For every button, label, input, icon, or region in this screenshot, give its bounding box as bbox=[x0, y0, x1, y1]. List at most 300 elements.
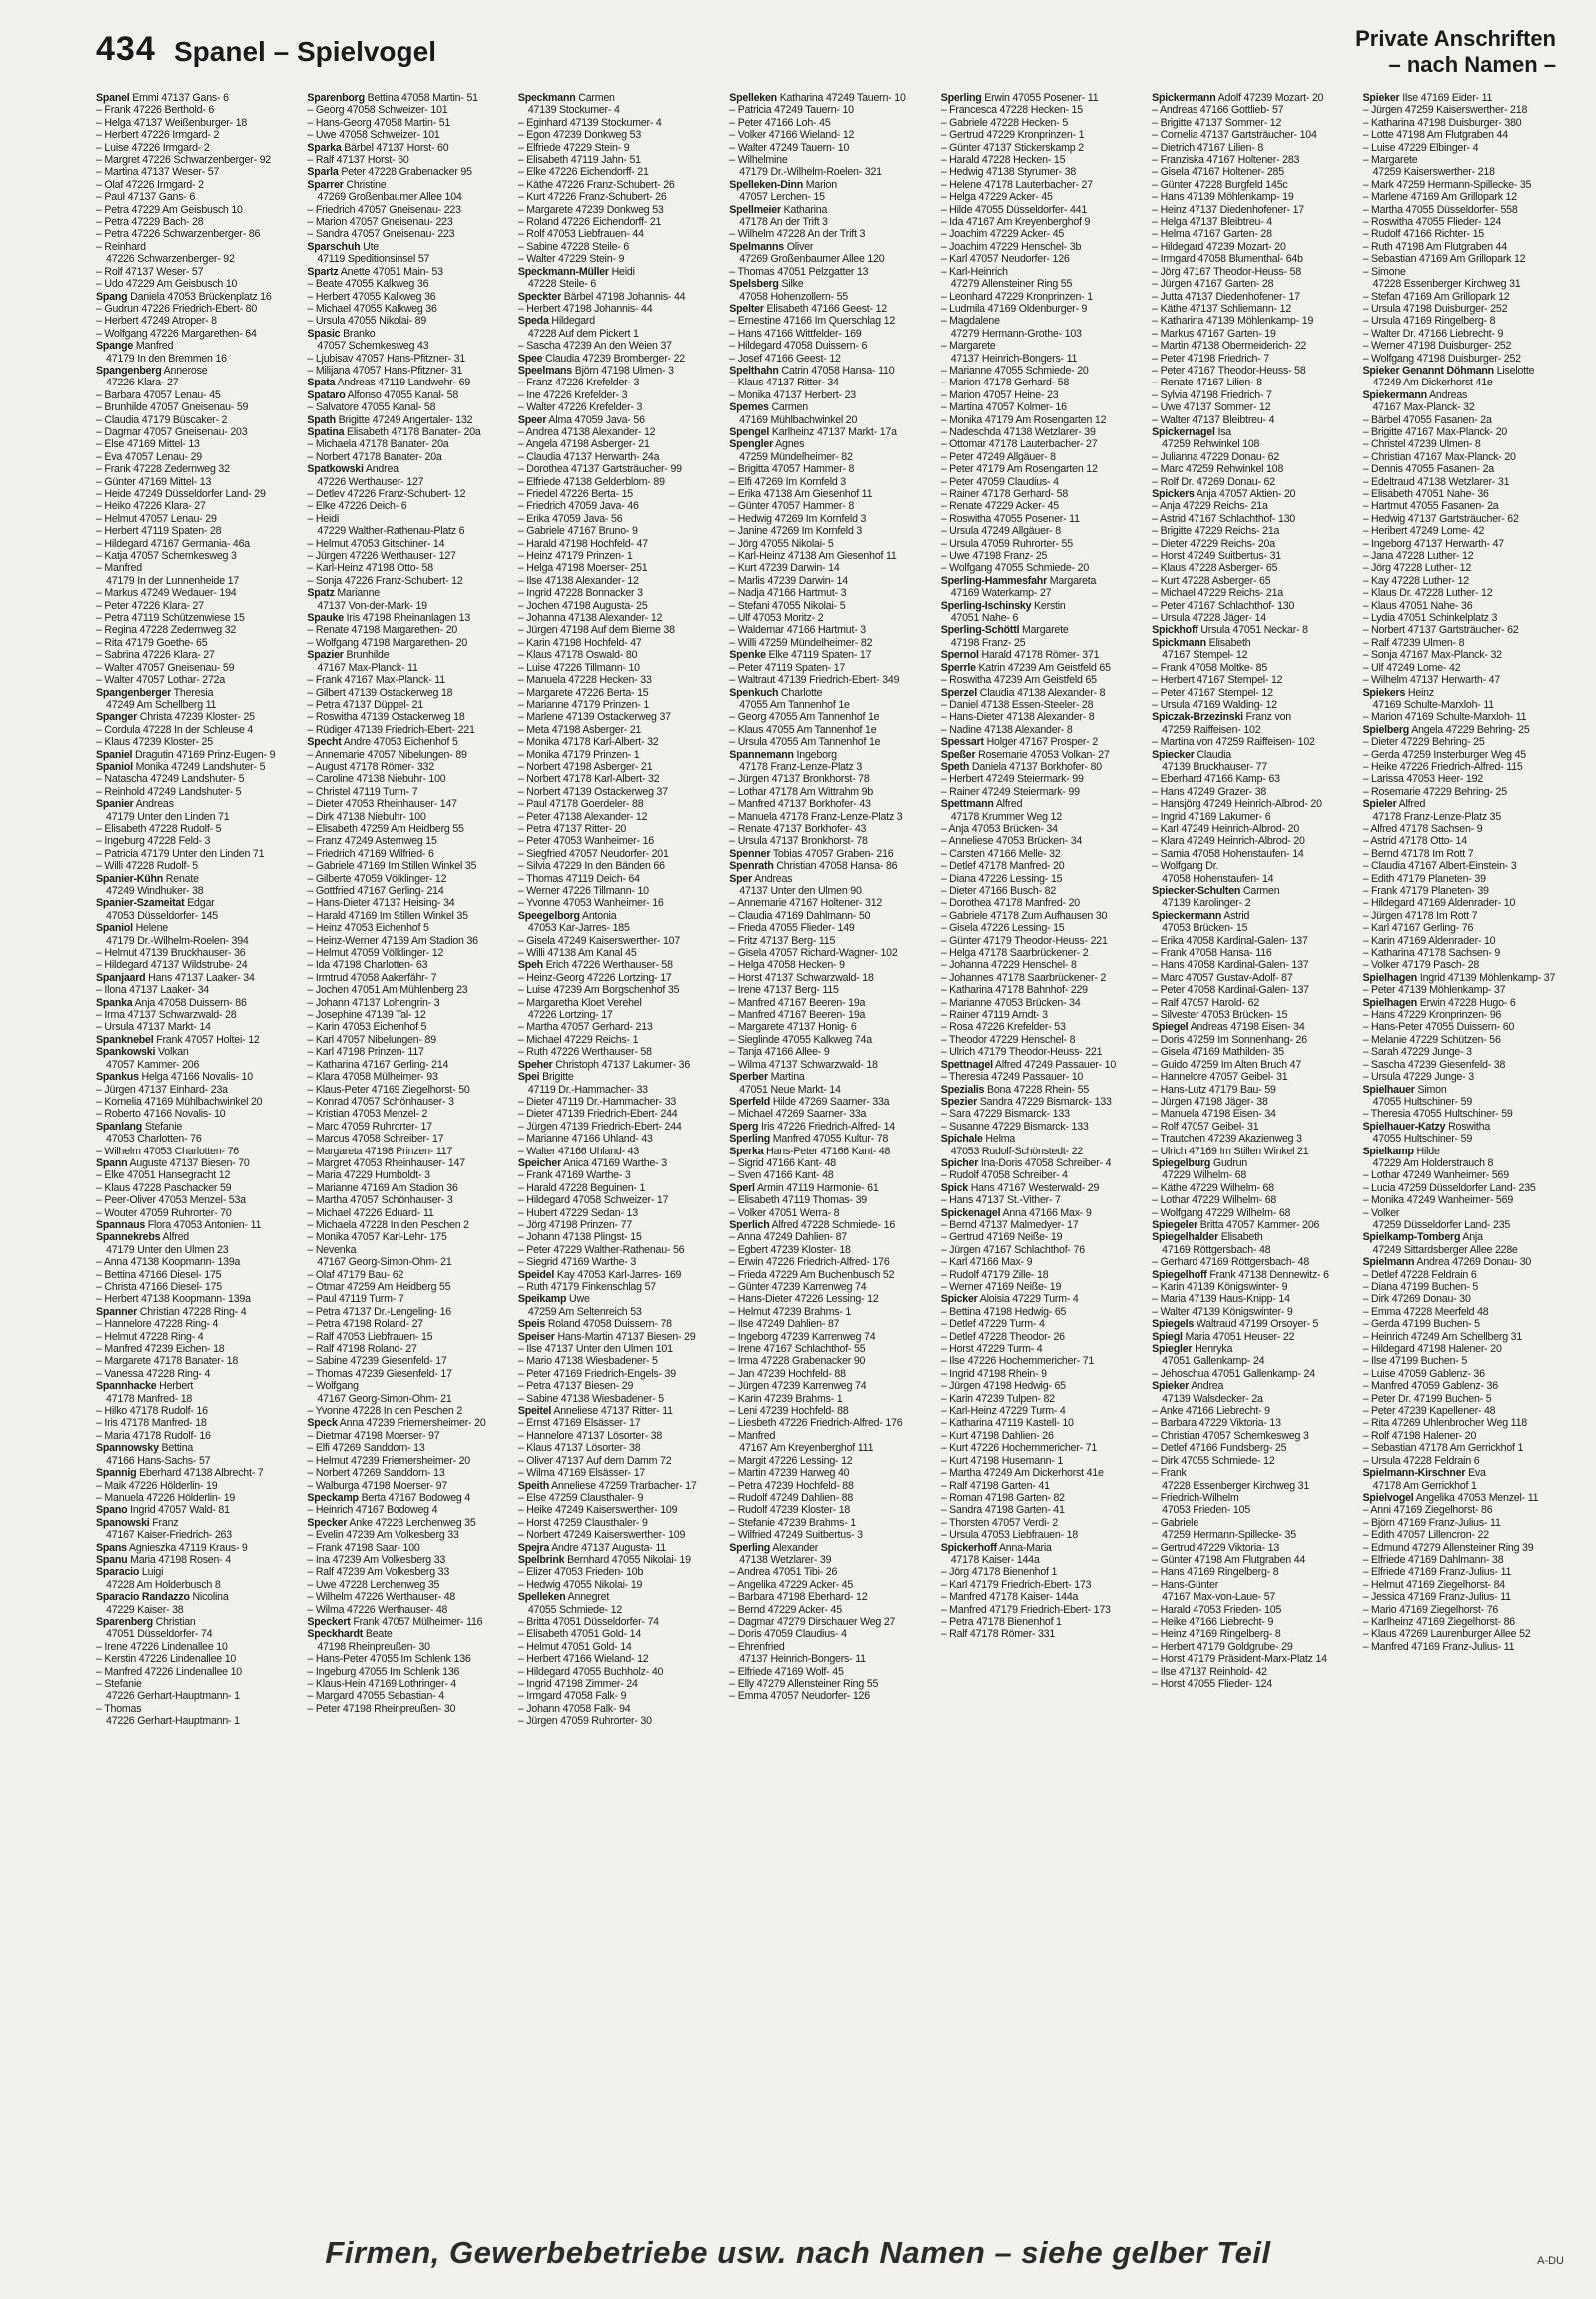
entry-text: – Jörg 47178 Bienenhof 1 bbox=[940, 1566, 1058, 1579]
directory-entry bbox=[1363, 179, 1564, 191]
directory-entry bbox=[729, 1207, 930, 1219]
entry-text: 47259 Rehwinkel 108 bbox=[1162, 438, 1260, 451]
entry-surname: Speck bbox=[307, 1417, 338, 1430]
directory-entry bbox=[518, 389, 719, 401]
entry-text: – Maik 47226 Hölderlin- 19 bbox=[96, 1479, 218, 1492]
directory-entry bbox=[729, 166, 930, 178]
directory-entry bbox=[1152, 1021, 1352, 1033]
entry-text: – Katharina 47198 Duisburger- 380 bbox=[1362, 116, 1522, 129]
entry-surname: Spasic bbox=[307, 327, 341, 340]
directory-entry bbox=[307, 1157, 507, 1169]
directory-entry bbox=[307, 1480, 507, 1492]
directory-entry bbox=[518, 438, 719, 450]
directory-entry bbox=[1363, 1096, 1564, 1108]
directory-entry bbox=[518, 1306, 719, 1318]
directory-entry bbox=[1363, 798, 1564, 810]
entry-surname: Spieker bbox=[1152, 1380, 1190, 1393]
directory-entry bbox=[1363, 1269, 1564, 1281]
directory-entry bbox=[729, 266, 930, 278]
entry-text: – Helga 47198 Moerser- 251 bbox=[517, 562, 648, 575]
directory-entry bbox=[1152, 798, 1352, 810]
directory-entry bbox=[729, 811, 930, 823]
entry-surname: Spiegels bbox=[1152, 1318, 1195, 1331]
entry-text: Edgar bbox=[184, 897, 215, 910]
entry-surname: Spanier-Kühn bbox=[96, 872, 164, 885]
entry-text: – Helga 47137 Weißenburger- 18 bbox=[96, 116, 248, 129]
directory-entry bbox=[1363, 1405, 1564, 1417]
entry-text: – Peter 47229 Walther-Rathenau- 56 bbox=[517, 1243, 685, 1256]
entry-text: – Jürgen 47259 Kaiserswerther- 218 bbox=[1362, 104, 1528, 117]
entry-text: – Anke 47166 Liebrecht- 9 bbox=[1152, 1405, 1270, 1418]
entry-surname: Sperl bbox=[729, 1181, 755, 1194]
directory-entry bbox=[941, 1169, 1142, 1181]
entry-text: Heidi bbox=[608, 265, 635, 278]
entry-surname: Spenrath bbox=[729, 860, 774, 873]
directory-entry bbox=[941, 786, 1142, 798]
entry-text: Franz von bbox=[1242, 711, 1291, 724]
entry-text: – Gerda 47259 Insterburger Weg 45 bbox=[1362, 748, 1526, 761]
entry-text: – Klaus-Peter 47169 Ziegelhorst- 50 bbox=[307, 1083, 470, 1096]
directory-entry bbox=[941, 761, 1142, 773]
entry-text: – Lothar 47229 Wilhelm- 68 bbox=[1152, 1194, 1277, 1207]
directory-entry bbox=[1152, 1096, 1352, 1108]
entry-text: – Walter 47229 Stein- 9 bbox=[517, 253, 625, 266]
directory-entry bbox=[1363, 1417, 1564, 1429]
directory-entry bbox=[518, 972, 719, 984]
directory-entry bbox=[729, 216, 930, 228]
directory-entry bbox=[1152, 786, 1352, 798]
directory-entry bbox=[518, 1604, 719, 1616]
entry-text: – Wilfried 47249 Suitbertus- 3 bbox=[729, 1529, 863, 1542]
entry-text: – Jürgen 47167 Garten- 28 bbox=[1152, 278, 1274, 291]
entry-text: 47053 Charlotten- 76 bbox=[106, 1133, 202, 1146]
directory-entry bbox=[1363, 426, 1564, 438]
entry-text: – Gabriele 47169 Im Stillen Winkel 35 bbox=[307, 860, 477, 873]
entry-text: Ina-Doris 47058 Schreiber- 4 bbox=[978, 1156, 1112, 1169]
entry-surname: Spankowski bbox=[96, 1046, 156, 1059]
entry-text: – Hannelore 47228 Ring- 4 bbox=[96, 1318, 219, 1331]
entry-text: – Günter 47137 Stickerskamp 2 bbox=[940, 141, 1084, 154]
directory-entry bbox=[307, 266, 507, 278]
directory-entry bbox=[1363, 562, 1564, 574]
entry-text: – Ruth 47179 Finkenschlag 57 bbox=[517, 1281, 656, 1293]
entry-text: – Norbert 47178 Karl-Albert- 32 bbox=[517, 773, 660, 786]
entry-text: – Karl-Heinz 47138 Am Giesenhof 11 bbox=[729, 550, 897, 563]
directory-entry bbox=[307, 1554, 507, 1566]
directory-entry bbox=[518, 1455, 719, 1467]
directory-entry bbox=[1363, 935, 1564, 947]
directory-entry bbox=[518, 550, 719, 562]
directory-entry bbox=[96, 1269, 297, 1281]
entry-text: – Walter 47137 Bleibtreu- 4 bbox=[1152, 413, 1275, 426]
entry-text: – Elisabeth 47228 Rudolf- 5 bbox=[96, 822, 222, 835]
entry-text: 47055 Hultschiner- 59 bbox=[1372, 1133, 1473, 1146]
entry-text: Manfred 47055 Kultur- 78 bbox=[770, 1133, 889, 1146]
entry-surname: Sparschuh bbox=[307, 240, 361, 253]
entry-text: – Marc 47059 Ruhrorter- 17 bbox=[307, 1120, 432, 1133]
entry-text: – Horst 47055 Flieder- 124 bbox=[1152, 1678, 1272, 1690]
entry-surname: Speitel bbox=[517, 1405, 552, 1418]
entry-text: – Klara 47249 Heinrich-Albrod- 20 bbox=[1152, 835, 1305, 848]
entry-text: 47166 Hans-Sachs- 57 bbox=[106, 1454, 211, 1467]
directory-entry bbox=[96, 662, 297, 674]
directory-entry bbox=[1152, 873, 1352, 885]
directory-entry bbox=[96, 860, 297, 872]
entry-text: – Peter 47198 Friedrich- 7 bbox=[1152, 352, 1270, 365]
directory-entry bbox=[1152, 241, 1352, 253]
directory-entry bbox=[96, 476, 297, 488]
entry-text: – Klaus-Hein 47169 Lothringer- 4 bbox=[307, 1678, 457, 1690]
directory-entry bbox=[729, 786, 930, 798]
directory-entry bbox=[96, 1084, 297, 1096]
directory-entry bbox=[1363, 1542, 1564, 1554]
directory-entry bbox=[1152, 972, 1352, 984]
directory-entry bbox=[729, 1430, 930, 1442]
entry-surname: Spanger bbox=[96, 711, 137, 724]
entry-text: – Hildegard 47198 Halener- 20 bbox=[1362, 1343, 1502, 1356]
directory-entry bbox=[729, 1616, 930, 1628]
entry-text: – Yvonne 47228 In den Peschen 2 bbox=[307, 1405, 463, 1418]
directory-entry bbox=[518, 1554, 719, 1566]
directory-entry bbox=[941, 476, 1142, 488]
entry-text: – Frieda 47055 Flieder- 149 bbox=[729, 922, 855, 935]
directory-entry bbox=[729, 451, 930, 463]
entry-text: – Elfi 47269 Sanddorn- 13 bbox=[307, 1442, 425, 1455]
directory-entry bbox=[941, 253, 1142, 265]
entry-text: – Leonhard 47229 Kronprinzen- 1 bbox=[940, 290, 1093, 303]
directory-entry bbox=[307, 835, 507, 847]
directory-entry bbox=[307, 1009, 507, 1021]
entry-text: Uwe bbox=[566, 1293, 590, 1306]
entry-text: – Karl 47179 Friedrich-Ebert- 173 bbox=[940, 1578, 1092, 1591]
directory-entry bbox=[307, 600, 507, 612]
directory-entry bbox=[729, 662, 930, 674]
entry-text: – Wilma 47137 Schwarzwald- 18 bbox=[729, 1058, 878, 1071]
directory-entry bbox=[96, 204, 297, 216]
directory-entry bbox=[96, 637, 297, 649]
directory-entry bbox=[307, 129, 507, 141]
entry-text: – Gertrud 47229 Viktoria- 13 bbox=[1152, 1541, 1280, 1554]
entry-text: – Regina 47228 Zedernweg 32 bbox=[96, 624, 237, 637]
directory-entry bbox=[518, 340, 719, 352]
entry-text: – Frank 47167 Max-Planck- 11 bbox=[307, 674, 445, 687]
directory-entry bbox=[1152, 377, 1352, 388]
entry-text: – Thomas bbox=[96, 1702, 142, 1715]
entry-text: – Jörg 47167 Theodor-Heuss- 58 bbox=[1152, 265, 1302, 278]
entry-text: Antonia bbox=[579, 909, 617, 922]
entry-text: 47226 Gerhart-Hauptmann- 1 bbox=[106, 1715, 240, 1728]
directory-entry bbox=[96, 1641, 297, 1653]
entry-text: – Wouter 47059 Ruhrorter- 70 bbox=[96, 1206, 232, 1219]
directory-entry bbox=[518, 637, 719, 649]
directory-entry bbox=[518, 1157, 719, 1169]
directory-entry bbox=[941, 303, 1142, 315]
directory-entry bbox=[307, 1121, 507, 1133]
entry-text: – Nadja 47166 Hartmut- 3 bbox=[729, 587, 847, 600]
entry-text: Hildegard bbox=[548, 315, 595, 328]
entry-text: Claudia 47239 Bromberger- 22 bbox=[542, 352, 685, 365]
entry-text: Peter 47228 Grabenacker 95 bbox=[338, 166, 472, 179]
entry-text: Andrea bbox=[1189, 1380, 1224, 1393]
directory-entry bbox=[307, 1194, 507, 1206]
directory-entry bbox=[96, 1108, 297, 1120]
entry-text: – Jürgen 47178 Im Rott 7 bbox=[1362, 909, 1478, 922]
directory-entry bbox=[518, 699, 719, 711]
entry-text: – Ina 47239 Am Volkesberg 33 bbox=[307, 1553, 446, 1566]
entry-text: – Ursula 47249 Allgäuer- 8 bbox=[940, 525, 1061, 538]
entry-text: – Roswitha 47055 Flieder- 124 bbox=[1362, 216, 1502, 229]
entry-text: – Annemarie 47057 Nibelungen- 89 bbox=[307, 748, 467, 761]
entry-surname: Sparenberg bbox=[96, 1615, 153, 1628]
entry-text: – Ursula 47198 Duisburger- 252 bbox=[1362, 302, 1508, 315]
section-title bbox=[1355, 26, 1556, 78]
entry-text: – Horst 47179 Präsident-Marx-Platz 14 bbox=[1152, 1653, 1327, 1666]
entry-text: 47229 Kaiser- 38 bbox=[106, 1603, 184, 1616]
entry-text: 47057 Schemkesweg 43 bbox=[317, 340, 429, 353]
entry-surname: Spauke bbox=[307, 612, 344, 625]
directory-entry bbox=[518, 377, 719, 388]
directory-entry bbox=[307, 377, 507, 388]
entry-surname: Spicher bbox=[940, 1156, 979, 1169]
entry-text: – Wilma 47226 Werthauser- 48 bbox=[307, 1603, 448, 1616]
entry-text: – Manfred 47226 Lindenallee 10 bbox=[96, 1665, 242, 1678]
directory-entry bbox=[518, 1146, 719, 1157]
entry-text: – Heinrich 47249 Am Schellberg 31 bbox=[1362, 1330, 1523, 1343]
entry-text: – Klara 47058 Mülheimer- 93 bbox=[307, 1071, 438, 1084]
directory-entry bbox=[729, 860, 930, 872]
entry-text: Beate bbox=[363, 1628, 393, 1641]
entry-text: – Peter Dr. 47199 Buchen- 5 bbox=[1362, 1392, 1492, 1405]
directory-entry bbox=[1363, 1579, 1564, 1591]
entry-text: – August 47178 Römer- 332 bbox=[307, 760, 434, 773]
entry-text: – Julianna 47229 Donau- 62 bbox=[1152, 450, 1280, 463]
directory-entry bbox=[1363, 922, 1564, 934]
entry-text: Roswitha bbox=[1445, 1120, 1491, 1133]
entry-text: – Andrea 47138 Alexander- 12 bbox=[517, 425, 656, 438]
entry-text: 47179 Unter den Ulmen 23 bbox=[106, 1243, 229, 1256]
entry-text: 47137 Heinrich-Bongers- 11 bbox=[950, 352, 1078, 365]
entry-text: – Helene 47178 Lauterbacher- 27 bbox=[940, 178, 1093, 191]
directory-entry bbox=[941, 687, 1142, 699]
entry-text: Frank 47057 Mülheimer- 116 bbox=[350, 1615, 483, 1628]
directory-entry bbox=[941, 662, 1142, 674]
directory-entry bbox=[307, 674, 507, 686]
entry-text: – Ralf 47239 Am Volkesberg 33 bbox=[307, 1566, 450, 1579]
directory-entry bbox=[941, 835, 1142, 847]
entry-text: – Karl 47249 Heinrich-Albrod- 20 bbox=[1152, 822, 1300, 835]
entry-text: – Friedrich-Wilhelm bbox=[1152, 1491, 1239, 1504]
entry-text: – Olaf 47226 Irmgard- 2 bbox=[96, 178, 204, 191]
entry-surname: Spieler bbox=[1362, 798, 1397, 811]
entry-text: 47167 Georg-Simon-Ohm- 21 bbox=[317, 1256, 452, 1269]
directory-entry bbox=[729, 1591, 930, 1603]
entry-text: – Jürgen 47198 Auf dem Bieme 38 bbox=[517, 624, 675, 637]
entry-text: – Karin 47198 Hochfeld- 47 bbox=[517, 636, 642, 649]
entry-text: 47051 Gallenkamp- 24 bbox=[1162, 1355, 1265, 1368]
entry-text: – Sascha 47239 Giesenfeld- 38 bbox=[1362, 1058, 1506, 1071]
entry-text: – Dirk 47138 Niebuhr- 100 bbox=[307, 810, 426, 823]
entry-text: 47226 Lortzing- 17 bbox=[527, 1009, 613, 1022]
directory-entry bbox=[1363, 1244, 1564, 1256]
entry-text: – Katja 47057 Schemkesweg 3 bbox=[96, 550, 237, 563]
directory-entry bbox=[307, 1566, 507, 1578]
entry-text: 47259 Mündelheimer- 82 bbox=[739, 450, 853, 463]
entry-text: 47226 Klara- 27 bbox=[106, 377, 179, 389]
directory-entry bbox=[729, 1604, 930, 1616]
entry-text: Nicolina bbox=[189, 1591, 229, 1604]
directory-entry bbox=[96, 575, 297, 587]
directory-entry bbox=[1152, 1380, 1352, 1392]
entry-text: 47057 Lerchen- 15 bbox=[739, 191, 825, 204]
entry-text: – Walter 47249 Tauern- 10 bbox=[729, 141, 850, 154]
directory-entry bbox=[729, 1269, 930, 1281]
entry-text: – Irene 47167 Schlachthof- 55 bbox=[729, 1343, 866, 1356]
entry-text: – Ulf 47249 Lome- 42 bbox=[1362, 661, 1461, 674]
directory-entry bbox=[1152, 848, 1352, 860]
directory-entry bbox=[941, 749, 1142, 761]
directory-entry bbox=[96, 340, 297, 352]
entry-text: – Barbara 47057 Lenau- 45 bbox=[96, 388, 221, 401]
directory-entry bbox=[729, 972, 930, 984]
directory-entry bbox=[1152, 438, 1352, 450]
entry-text: – Susanne 47229 Bismarck- 133 bbox=[940, 1120, 1089, 1133]
entry-text: – Erika 47059 Java- 56 bbox=[517, 512, 623, 525]
entry-text: – Monika 47179 Am Rosengarten 12 bbox=[940, 413, 1107, 426]
entry-text: Astrid bbox=[1221, 909, 1250, 922]
entry-text: – Ilse 47249 Dahlien- 87 bbox=[729, 1318, 840, 1331]
entry-text: – Wolfgang 47198 Duisburger- 252 bbox=[1362, 352, 1521, 365]
directory-entry bbox=[1152, 204, 1352, 216]
directory-entry bbox=[307, 1071, 507, 1083]
directory-entry bbox=[729, 1554, 930, 1566]
entry-text: – Detlef 47228 Theodor- 26 bbox=[940, 1330, 1065, 1343]
entry-text: – Manuela 47198 Eisen- 34 bbox=[1152, 1108, 1276, 1121]
entry-text: Hans-Martin 47137 Biesen- 29 bbox=[554, 1330, 696, 1343]
directory-entry bbox=[518, 1293, 719, 1305]
entry-text: – Stefanie 47239 Brahms- 1 bbox=[729, 1516, 856, 1529]
entry-text: – Margareta 47198 Prinzen- 117 bbox=[307, 1145, 453, 1157]
entry-text: 47119 Speditionsinsel 57 bbox=[317, 253, 430, 266]
directory-entry bbox=[729, 1653, 930, 1665]
entry-text: – Karl 47166 Max- 9 bbox=[940, 1256, 1033, 1269]
entry-surname: Spannowsky bbox=[96, 1442, 159, 1455]
entry-text: – Uwe 47228 Lerchenweg 35 bbox=[307, 1578, 440, 1591]
entry-text: – Werner 47198 Duisburger- 252 bbox=[1362, 340, 1512, 353]
directory-entry bbox=[1152, 1653, 1352, 1665]
directory-entry bbox=[518, 624, 719, 636]
directory-entry bbox=[941, 166, 1142, 178]
directory-entry bbox=[96, 984, 297, 996]
entry-text: – Jürgen 47137 Bronkhorst- 78 bbox=[729, 773, 870, 786]
directory-entry bbox=[96, 724, 297, 736]
entry-surname: Spieker bbox=[1362, 92, 1400, 104]
directory-entry bbox=[729, 959, 930, 971]
entry-text: – Lothar 47249 Wanheimer- 569 bbox=[1362, 1169, 1509, 1182]
directory-entry bbox=[1152, 253, 1352, 265]
directory-entry bbox=[96, 1318, 297, 1330]
entry-text: – Heinz 47169 Ringelberg- 8 bbox=[1152, 1628, 1281, 1641]
directory-entry bbox=[307, 873, 507, 885]
entry-text: Andre 47137 Augusta- 11 bbox=[549, 1541, 666, 1554]
directory-entry bbox=[1363, 1393, 1564, 1405]
directory-entry bbox=[1363, 1442, 1564, 1454]
directory-entry bbox=[307, 736, 507, 748]
directory-entry bbox=[1152, 1194, 1352, 1206]
entry-text: – Peter 47138 Alexander- 12 bbox=[517, 810, 648, 823]
entry-text: – Ingrid 47198 Zimmer- 24 bbox=[517, 1678, 638, 1690]
entry-surname: Sperka bbox=[729, 1145, 764, 1157]
directory-entry bbox=[1152, 1157, 1352, 1169]
entry-surname: Spelter bbox=[729, 302, 764, 315]
entry-text: – Brigitte 47167 Max-Planck- 20 bbox=[1362, 425, 1508, 438]
directory-entry bbox=[941, 724, 1142, 736]
entry-text: – Walburga 47198 Moerser- 97 bbox=[307, 1479, 448, 1492]
directory-entry bbox=[307, 525, 507, 537]
entry-text: – Wilhelm 47137 Herwarth- 47 bbox=[1362, 674, 1501, 687]
entry-text: Anja 47058 Duissern- 86 bbox=[132, 996, 247, 1009]
directory-entry bbox=[729, 910, 930, 922]
entry-text: – Michaela 47228 In den Peschen 2 bbox=[307, 1218, 469, 1231]
directory-entry bbox=[941, 538, 1142, 550]
entry-text: – Ottomar 47178 Lauterbacher- 27 bbox=[940, 438, 1098, 451]
entry-text: – Franz 47249 Asternweg 15 bbox=[307, 835, 437, 848]
entry-text: Ursula 47051 Neckar- 8 bbox=[1197, 624, 1308, 637]
entry-text: 47178 Franz-Lenze-Platz 35 bbox=[1372, 810, 1502, 823]
directory-entry bbox=[518, 1133, 719, 1145]
entry-text: – Meta 47198 Asberger- 21 bbox=[517, 723, 642, 736]
entry-text: – Jürgen 47137 Einhard- 23a bbox=[96, 1083, 228, 1096]
entry-surname: Spicker bbox=[940, 1293, 978, 1306]
entry-text: 47228 Am Holderbusch 8 bbox=[106, 1578, 221, 1591]
entry-text: – Uwe 47137 Sommer- 12 bbox=[1152, 401, 1271, 414]
directory-entry bbox=[518, 649, 719, 661]
entry-text: – Ulrich 47179 Theodor-Heuss- 221 bbox=[940, 1046, 1103, 1059]
entry-text: Auguste 47137 Biesen- 70 bbox=[127, 1156, 250, 1169]
entry-text: – Marianne 47055 Schmiede- 20 bbox=[940, 364, 1089, 377]
entry-surname: Sperber bbox=[729, 1071, 768, 1084]
entry-surname: Spickhoff bbox=[1152, 624, 1198, 637]
directory-entry bbox=[941, 1318, 1142, 1330]
directory-entry bbox=[729, 92, 930, 104]
directory-entry bbox=[307, 1666, 507, 1678]
entry-text: 47229 Walther-Rathenau-Platz 6 bbox=[317, 525, 465, 538]
directory-entry bbox=[729, 488, 930, 500]
directory-entry bbox=[307, 278, 507, 290]
entry-text: – Claudia 47179 Büscaker- 2 bbox=[96, 413, 228, 426]
entry-surname: Spanjaard bbox=[96, 971, 146, 984]
directory-entry bbox=[96, 451, 297, 463]
entry-text: – Werner 47226 Tillmann- 10 bbox=[517, 885, 649, 897]
entry-surname: Spans bbox=[96, 1541, 127, 1554]
entry-surname: Spanel bbox=[96, 92, 130, 104]
entry-text: 47137 Von-der-Mark- 19 bbox=[317, 599, 427, 612]
entry-text: 47229 Am Holderstrauch 8 bbox=[1372, 1156, 1494, 1169]
entry-text: Andreas bbox=[1426, 388, 1468, 401]
entry-surname: Spemes bbox=[729, 401, 769, 414]
directory-entry bbox=[729, 414, 930, 426]
entry-text: – Wolfgang Dr. bbox=[1152, 860, 1219, 873]
directory-entry bbox=[941, 873, 1142, 885]
entry-text: – Edmund 47279 Allensteiner Ring 39 bbox=[1362, 1541, 1534, 1554]
entry-surname: Spejra bbox=[517, 1541, 550, 1554]
directory-entry bbox=[729, 129, 930, 141]
directory-entry bbox=[518, 328, 719, 340]
directory-entry bbox=[941, 266, 1142, 278]
entry-text: – Karl 47057 Nibelungen- 89 bbox=[307, 1033, 436, 1046]
entry-text: – Ingrid 47169 Lakumer- 6 bbox=[1152, 810, 1271, 823]
entry-text: 47058 Hohenstaufen- 14 bbox=[1162, 872, 1274, 885]
entry-text: – Bettina 47198 Hedwig- 65 bbox=[940, 1305, 1067, 1318]
